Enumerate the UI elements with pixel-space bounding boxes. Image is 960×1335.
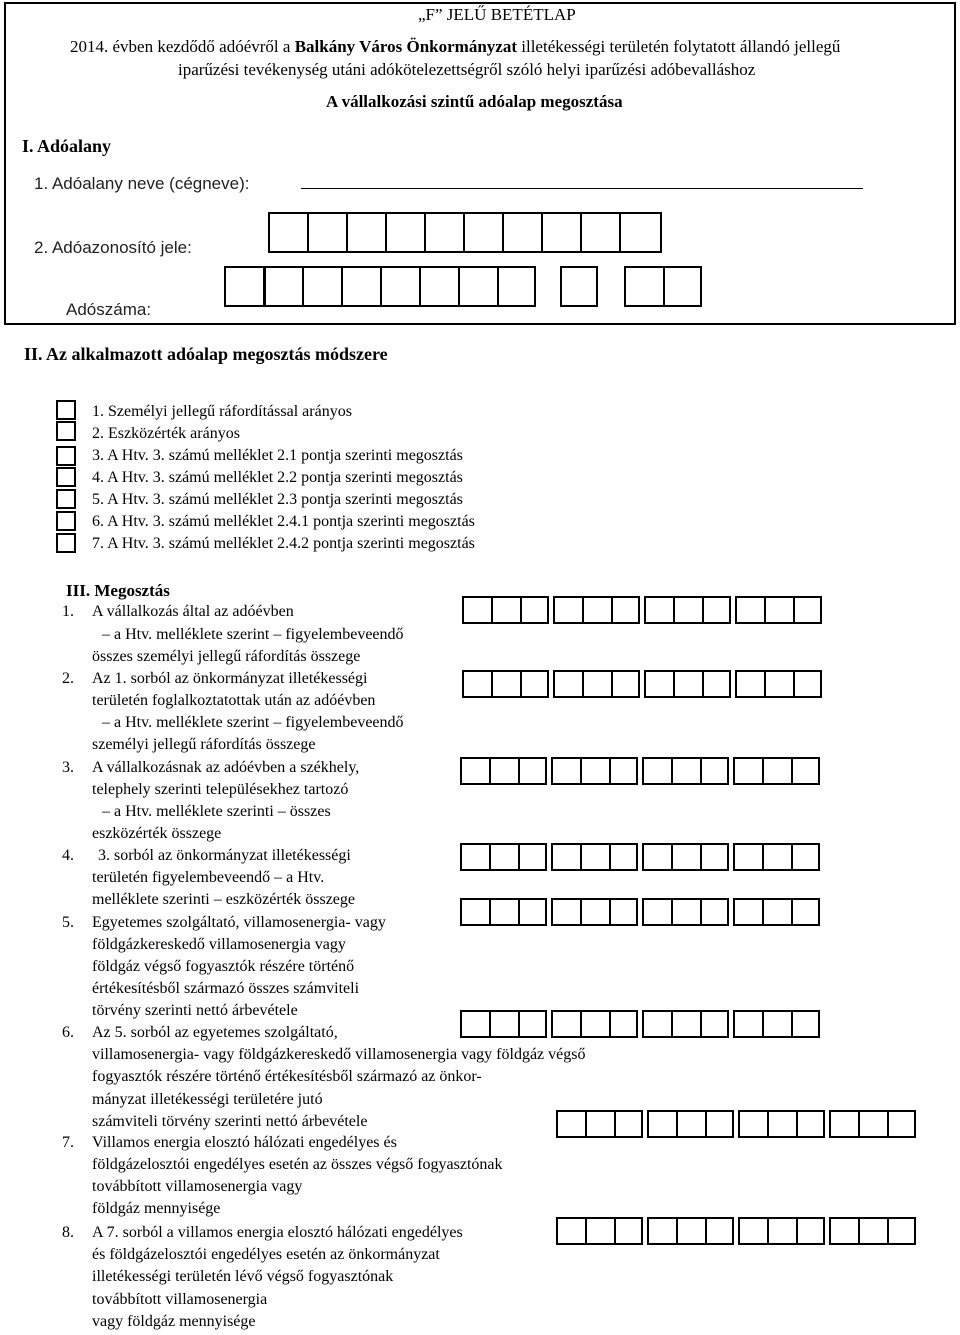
digit-cell-divider (796, 1219, 798, 1243)
method-checkbox-5[interactable] (56, 489, 76, 509)
form-subtitle: A vállalkozási szintű adóalap megosztása (326, 92, 623, 111)
row-text: – a Htv. melléklete szerint – figyelembeveendő (102, 714, 404, 731)
method-option-label: 7. A Htv. 3. számú melléklet 2.4.2 pontja szerinti megosztás (92, 535, 475, 552)
amount-digit-group[interactable] (460, 843, 547, 871)
row-text: számviteli törvény szerinti nettó árbevétele (92, 1113, 368, 1130)
method-option-label: 2. Eszközérték arányos (92, 425, 240, 442)
amount-digit-group[interactable] (460, 898, 547, 926)
method-checkbox-6[interactable] (56, 511, 76, 531)
row-text: értékesítésből származó összes számviteli (92, 980, 360, 997)
method-checkbox-2[interactable] (56, 421, 76, 441)
digit-cell-divider (762, 759, 764, 783)
method-checkbox-3[interactable] (56, 446, 76, 466)
row-text: Egyetemes szolgáltató, villamosenergia- vagy (92, 914, 386, 931)
amount-digit-group[interactable] (462, 596, 549, 624)
row-number: 4. (62, 847, 74, 864)
digit-cell-divider (520, 598, 522, 622)
row-number: 3. (62, 759, 74, 776)
digit-cell-divider (700, 759, 702, 783)
row-number: 7. (62, 1134, 74, 1151)
amount-digit-group[interactable] (553, 670, 640, 698)
amount-digit-group[interactable] (733, 757, 820, 785)
row-text: törvény szerinti nettó árbevétele (92, 1002, 298, 1019)
digit-cell-divider (793, 672, 795, 696)
header-line-1 (70, 37, 840, 57)
amount-digit-group[interactable] (733, 843, 820, 871)
amount-digit-group[interactable] (642, 757, 729, 785)
digit-cell-divider (489, 1012, 491, 1036)
row-number: 1. (62, 603, 74, 620)
amount-digit-group[interactable] (738, 1110, 825, 1138)
digit-cell-divider (858, 1219, 860, 1243)
digit-cell-divider (609, 900, 611, 924)
digit-cell-divider (609, 845, 611, 869)
row-text: 3. sorból az önkormányzat illetékességi (98, 847, 351, 864)
row-text: fogyasztók részére történő értékesítésből származó az önkor- (92, 1068, 482, 1085)
tax-number-county-code[interactable] (624, 266, 702, 307)
digit-cell-divider (582, 672, 584, 696)
digit-cell-divider (489, 845, 491, 869)
digit-cell-divider (518, 1012, 520, 1036)
row-text: földgázelosztói engedélyes esetén az összes végső fogyasztónak (92, 1156, 503, 1173)
digit-cell-divider (676, 1219, 678, 1243)
amount-digit-group[interactable] (647, 1110, 734, 1138)
row-text: – a Htv. melléklete szerinti – összes (102, 803, 331, 820)
amount-digit-group[interactable] (460, 1010, 547, 1038)
row-text: mányzat illetékességi területére jutó (92, 1091, 323, 1108)
amount-digit-group[interactable] (551, 843, 638, 871)
row-text: telephely szerinti településekhez tartozó (92, 781, 349, 798)
digit-cell-divider (580, 845, 582, 869)
row-text: továbbított villamosenergia (92, 1291, 268, 1308)
form-title: „F” JELŰ BETÉTLAP (418, 5, 576, 24)
amount-digit-group[interactable] (647, 1217, 734, 1245)
digit-cell-divider (887, 1112, 889, 1136)
digit-cell-divider (702, 672, 704, 696)
header-line-1-prefix: 2014. évben kezdődő adóévről a (70, 37, 295, 56)
row-number: 5. (62, 914, 74, 931)
row-text: Villamos energia elosztó hálózati engedélyes és (92, 1134, 397, 1151)
digit-cell-divider (676, 1112, 678, 1136)
digit-cell-divider (614, 1112, 616, 1136)
row-number: 6. (62, 1024, 74, 1041)
amount-digit-group[interactable] (642, 898, 729, 926)
digit-cell-divider (673, 598, 675, 622)
digit-cell-divider (702, 598, 704, 622)
row-text: személyi jellegű ráfordítás összege (92, 736, 316, 753)
digit-cell-divider (705, 1112, 707, 1136)
digit-cell-divider (791, 759, 793, 783)
digit-cell-divider (700, 900, 702, 924)
digit-cell-divider (671, 900, 673, 924)
digit-cell-divider (671, 845, 673, 869)
digit-cell-divider (705, 1219, 707, 1243)
amount-digit-group[interactable] (556, 1217, 643, 1245)
method-option-label: 4. A Htv. 3. számú melléklet 2.2 pontja szerinti megosztás (92, 469, 463, 486)
tax-id-field[interactable] (268, 212, 662, 253)
amount-digit-group[interactable] (735, 596, 822, 624)
row-text: földgázkereskedő villamosenergia vagy (92, 936, 346, 953)
digit-cell-divider (491, 672, 493, 696)
row-text: és földgázelosztói engedélyes esetén az önkormányzat (92, 1246, 440, 1263)
digit-cell-divider (791, 900, 793, 924)
row-text: területén figyelembeveendő – a Htv. (92, 869, 325, 886)
amount-digit-group[interactable] (733, 898, 820, 926)
municipality-name: Balkány Város Önkormányzat (294, 37, 517, 56)
amount-digit-group[interactable] (642, 843, 729, 871)
digit-cell-divider (491, 598, 493, 622)
digit-cell-divider (700, 1012, 702, 1036)
tax-number-label: Adószáma: (66, 300, 152, 319)
digit-cell-divider (700, 845, 702, 869)
method-option-label: 5. A Htv. 3. számú melléklet 2.3 pontja szerinti megosztás (92, 491, 463, 508)
digit-cell-divider (762, 845, 764, 869)
row-text: összes személyi jellegű ráfordítás összege (92, 648, 361, 665)
digit-cell-divider (580, 759, 582, 783)
row-text: vagy földgáz mennyisége (92, 1313, 256, 1330)
digit-cell-divider (671, 759, 673, 783)
digit-cell-divider (489, 759, 491, 783)
digit-cell-divider (767, 1112, 769, 1136)
tax-number-check-digit[interactable] (560, 266, 598, 307)
digit-cell-divider (762, 900, 764, 924)
row-text: földgáz végső fogyasztók részére történő (92, 958, 355, 975)
section-3-heading: III. Megosztás (66, 581, 170, 600)
amount-digit-group[interactable] (735, 670, 822, 698)
method-option-label: 6. A Htv. 3. számú melléklet 2.4.1 pontja szerinti megosztás (92, 513, 475, 530)
digit-cell-divider (673, 672, 675, 696)
row-number: 2. (62, 670, 74, 687)
digit-cell-divider (611, 672, 613, 696)
row-text: földgáz mennyisége (92, 1200, 221, 1217)
amount-digit-group[interactable] (644, 596, 731, 624)
row-text: továbbított villamosenergia vagy (92, 1178, 303, 1195)
digit-cell-divider (887, 1219, 889, 1243)
tax-number-field[interactable] (224, 266, 536, 307)
method-checkbox-4[interactable] (56, 467, 76, 487)
digit-cell-divider (609, 759, 611, 783)
row-text: villamosenergia- vagy földgázkereskedő villamosenergia vagy földgáz végső (92, 1046, 586, 1063)
tax-id-label: 2. Adóazonosító jele: (34, 238, 192, 257)
amount-digit-group[interactable] (460, 757, 547, 785)
digit-cell-divider (764, 672, 766, 696)
digit-cell-divider (791, 1012, 793, 1036)
digit-cell-divider (791, 845, 793, 869)
digit-cell-divider (580, 1012, 582, 1036)
row-text: Az 1. sorból az önkormányzat illetékességi (92, 670, 368, 687)
amount-digit-group[interactable] (738, 1217, 825, 1245)
header-line-1-suffix: illetékességi területén folytatott állandó jellegű (517, 37, 841, 56)
digit-cell-divider (762, 1012, 764, 1036)
digit-cell-divider (489, 900, 491, 924)
digit-cell-divider (518, 900, 520, 924)
row-text: Az 5. sorból az egyetemes szolgáltató, (92, 1024, 338, 1041)
taxpayer-name-label: 1. Adóalany neve (cégneve): (34, 174, 250, 193)
amount-digit-group[interactable] (829, 1217, 916, 1245)
digit-cell-divider (518, 759, 520, 783)
method-option-label: 3. A Htv. 3. számú melléklet 2.1 pontja szerinti megosztás (92, 447, 463, 464)
digit-cell-divider (671, 1012, 673, 1036)
digit-cell-divider (585, 1112, 587, 1136)
method-checkbox-1[interactable] (56, 400, 76, 420)
digit-cell-divider (767, 1219, 769, 1243)
amount-digit-group[interactable] (551, 1010, 638, 1038)
amount-digit-group[interactable] (462, 670, 549, 698)
row-text: területén foglalkoztatottak után az adóévben (92, 692, 376, 709)
digit-cell-divider (611, 598, 613, 622)
row-text: A vállalkozás által az adóévben (92, 603, 294, 620)
digit-cell-divider (520, 672, 522, 696)
row-text: A 7. sorból a villamos energia elosztó hálózati engedélyes (92, 1224, 463, 1241)
section-2-heading: II. Az alkalmazott adóalap megosztás módszere (24, 344, 388, 364)
digit-cell-divider (582, 598, 584, 622)
digit-cell-divider (858, 1112, 860, 1136)
method-checkbox-7[interactable] (56, 533, 76, 553)
amount-digit-group[interactable] (551, 898, 638, 926)
row-text: – a Htv. melléklete szerint – figyelembeveendő (102, 626, 404, 643)
digit-cell-divider (796, 1112, 798, 1136)
digit-cell-divider (614, 1219, 616, 1243)
digit-cell-divider (764, 598, 766, 622)
digit-cell-divider (585, 1219, 587, 1243)
amount-digit-group[interactable] (829, 1110, 916, 1138)
method-option-label: 1. Személyi jellegű ráfordítással arányos (92, 403, 352, 420)
header-line-2: iparűzési tevékenység utáni adókötelezettségről szóló helyi iparűzési adóbevalláshoz (178, 60, 756, 79)
row-text: illetékességi területén lévő végső fogyasztónak (92, 1268, 394, 1285)
digit-cell-divider (518, 845, 520, 869)
row-text: A vállalkozásnak az adóévben a székhely, (92, 759, 360, 776)
amount-digit-group[interactable] (642, 1010, 729, 1038)
amount-digit-group[interactable] (556, 1110, 643, 1138)
row-text: eszközérték összege (92, 825, 222, 842)
amount-digit-group[interactable] (553, 596, 640, 624)
section-1-heading: I. Adóalany (22, 136, 112, 156)
row-text: melléklete szerinti – eszközérték összege (92, 891, 355, 908)
amount-digit-group[interactable] (644, 670, 731, 698)
taxpayer-name-field[interactable] (301, 170, 863, 189)
row-number: 8. (62, 1224, 74, 1241)
amount-digit-group[interactable] (551, 757, 638, 785)
digit-cell-divider (580, 900, 582, 924)
digit-cell-divider (609, 1012, 611, 1036)
amount-digit-group[interactable] (733, 1010, 820, 1038)
digit-cell-divider (793, 598, 795, 622)
